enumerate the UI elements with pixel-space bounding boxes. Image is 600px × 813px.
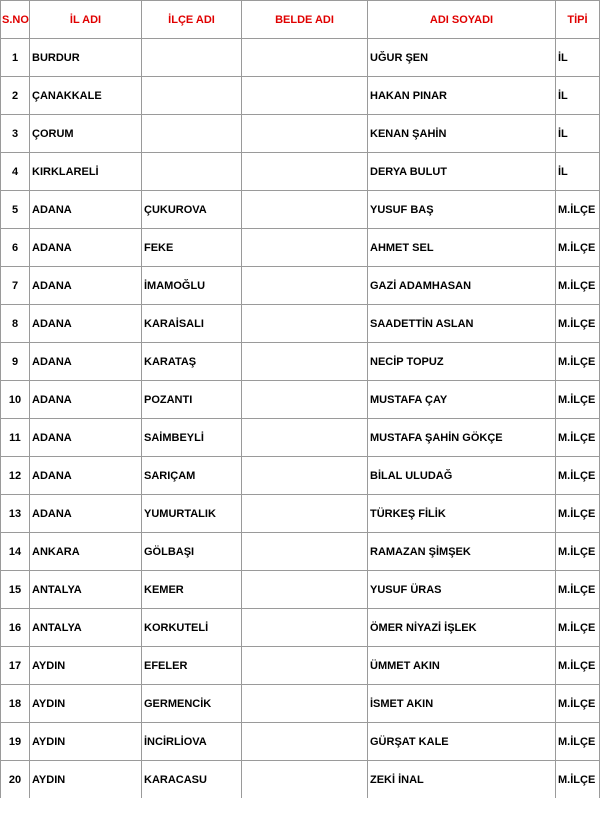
cell-adi-soyadi: MUSTAFA ŞAHİN GÖKÇE [368, 419, 556, 457]
cell-il-adi: AYDIN [30, 647, 142, 685]
cell-ilce-adi: KORKUTELİ [142, 609, 242, 647]
cell-il-adi: ADANA [30, 191, 142, 229]
table-row [0, 77, 600, 115]
cell-ilce-adi: YUMURTALIK [142, 495, 242, 533]
cell-tipi: M.İLÇE [556, 761, 600, 798]
cell-tipi: M.İLÇE [556, 381, 600, 419]
cell-adi-soyadi: DERYA BULUT [368, 153, 556, 191]
cell-adi-soyadi: ÖMER NİYAZİ İŞLEK [368, 609, 556, 647]
header-row [0, 0, 600, 39]
cell-sno: 13 [0, 495, 30, 533]
cell-belde-adi [242, 761, 368, 798]
cell-ilce-adi [142, 77, 242, 115]
cell-sno: 7 [0, 267, 30, 305]
cell-belde-adi [242, 153, 368, 191]
cell-belde-adi [242, 419, 368, 457]
table-row [0, 419, 600, 457]
cell-ilce-adi: EFELER [142, 647, 242, 685]
cell-sno: 4 [0, 153, 30, 191]
table-row [0, 609, 600, 647]
cell-tipi: M.İLÇE [556, 609, 600, 647]
header-belde-adi: BELDE ADI [242, 0, 368, 39]
cell-belde-adi [242, 229, 368, 267]
cell-tipi: M.İLÇE [556, 723, 600, 761]
cell-il-adi: ANTALYA [30, 609, 142, 647]
cell-ilce-adi [142, 153, 242, 191]
cell-adi-soyadi: İSMET AKIN [368, 685, 556, 723]
cell-il-adi: ADANA [30, 419, 142, 457]
cell-ilce-adi: KARAİSALI [142, 305, 242, 343]
cell-tipi: M.İLÇE [556, 191, 600, 229]
cell-ilce-adi: POZANTI [142, 381, 242, 419]
cell-adi-soyadi: KENAN ŞAHİN [368, 115, 556, 153]
cell-il-adi: ADANA [30, 305, 142, 343]
cell-tipi: M.İLÇE [556, 305, 600, 343]
cell-il-adi: ANKARA [30, 533, 142, 571]
table-row [0, 533, 600, 571]
cell-tipi: M.İLÇE [556, 457, 600, 495]
cell-il-adi: AYDIN [30, 685, 142, 723]
cell-tipi: İL [556, 115, 600, 153]
cell-sno: 19 [0, 723, 30, 761]
cell-il-adi: ANTALYA [30, 571, 142, 609]
cell-adi-soyadi: ZEKİ İNAL [368, 761, 556, 798]
cell-ilce-adi: İMAMOĞLU [142, 267, 242, 305]
cell-adi-soyadi: YUSUF ÜRAS [368, 571, 556, 609]
cell-sno: 17 [0, 647, 30, 685]
cell-adi-soyadi: RAMAZAN ŞİMŞEK [368, 533, 556, 571]
cell-sno: 5 [0, 191, 30, 229]
cell-sno: 12 [0, 457, 30, 495]
cell-tipi: M.İLÇE [556, 495, 600, 533]
cell-ilce-adi: ÇUKUROVA [142, 191, 242, 229]
table-row [0, 761, 600, 798]
table-row [0, 305, 600, 343]
cell-il-adi: ADANA [30, 343, 142, 381]
cell-tipi: M.İLÇE [556, 571, 600, 609]
cell-belde-adi [242, 533, 368, 571]
table-row [0, 457, 600, 495]
cell-adi-soyadi: AHMET SEL [368, 229, 556, 267]
table-header [0, 0, 600, 39]
cell-adi-soyadi: ÜMMET AKIN [368, 647, 556, 685]
cell-belde-adi [242, 39, 368, 77]
table-row [0, 685, 600, 723]
table-row [0, 153, 600, 191]
cell-adi-soyadi: UĞUR ŞEN [368, 39, 556, 77]
cell-il-adi: ÇANAKKALE [30, 77, 142, 115]
cell-ilce-adi: FEKE [142, 229, 242, 267]
cell-tipi: M.İLÇE [556, 647, 600, 685]
cell-sno: 1 [0, 39, 30, 77]
cell-belde-adi [242, 495, 368, 533]
cell-adi-soyadi: HAKAN PINAR [368, 77, 556, 115]
cell-tipi: M.İLÇE [556, 533, 600, 571]
cell-ilce-adi: KARATAŞ [142, 343, 242, 381]
cell-tipi: M.İLÇE [556, 267, 600, 305]
cell-il-adi: ADANA [30, 457, 142, 495]
cell-ilce-adi: İNCİRLİOVA [142, 723, 242, 761]
cell-belde-adi [242, 381, 368, 419]
header-adi-soyadi: ADI SOYADI [368, 0, 556, 39]
cell-sno: 15 [0, 571, 30, 609]
cell-belde-adi [242, 723, 368, 761]
cell-ilce-adi: KEMER [142, 571, 242, 609]
cell-ilce-adi: KARACASU [142, 761, 242, 798]
cell-adi-soyadi: GAZİ ADAMHASAN [368, 267, 556, 305]
table-row [0, 343, 600, 381]
cell-il-adi: KIRKLARELİ [30, 153, 142, 191]
table-row [0, 191, 600, 229]
table-row [0, 115, 600, 153]
cell-sno: 18 [0, 685, 30, 723]
cell-adi-soyadi: YUSUF BAŞ [368, 191, 556, 229]
header-tipi: TİPİ [556, 0, 600, 39]
cell-ilce-adi: SAİMBEYLİ [142, 419, 242, 457]
cell-tipi: M.İLÇE [556, 685, 600, 723]
table-row [0, 267, 600, 305]
cell-tipi: M.İLÇE [556, 229, 600, 267]
cell-adi-soyadi: MUSTAFA ÇAY [368, 381, 556, 419]
cell-tipi: M.İLÇE [556, 419, 600, 457]
cell-ilce-adi: GERMENCİK [142, 685, 242, 723]
table-row [0, 39, 600, 77]
cell-sno: 6 [0, 229, 30, 267]
table-row [0, 229, 600, 267]
cell-sno: 11 [0, 419, 30, 457]
table-row [0, 381, 600, 419]
cell-belde-adi [242, 115, 368, 153]
cell-tipi: M.İLÇE [556, 343, 600, 381]
header-il-adi: İL ADI [30, 0, 142, 39]
cell-il-adi: ÇORUM [30, 115, 142, 153]
cell-sno: 20 [0, 761, 30, 798]
cell-il-adi: ADANA [30, 267, 142, 305]
cell-ilce-adi [142, 115, 242, 153]
table-row [0, 495, 600, 533]
cell-il-adi: ADANA [30, 229, 142, 267]
cell-belde-adi [242, 305, 368, 343]
header-ilce-adi: İLÇE ADI [142, 0, 242, 39]
cell-belde-adi [242, 685, 368, 723]
cell-belde-adi [242, 647, 368, 685]
cell-il-adi: AYDIN [30, 761, 142, 798]
cell-belde-adi [242, 457, 368, 495]
cell-belde-adi [242, 571, 368, 609]
cell-sno: 2 [0, 77, 30, 115]
cell-adi-soyadi: SAADETTİN ASLAN [368, 305, 556, 343]
cell-sno: 14 [0, 533, 30, 571]
cell-adi-soyadi: GÜRŞAT KALE [368, 723, 556, 761]
header-sno: S.NO [0, 0, 30, 39]
cell-ilce-adi: GÖLBAŞI [142, 533, 242, 571]
cell-adi-soyadi: NECİP TOPUZ [368, 343, 556, 381]
table-row [0, 571, 600, 609]
table-row [0, 723, 600, 761]
cell-ilce-adi: SARIÇAM [142, 457, 242, 495]
cell-il-adi: ADANA [30, 381, 142, 419]
table-row [0, 647, 600, 685]
cell-il-adi: AYDIN [30, 723, 142, 761]
cell-adi-soyadi: BİLAL ULUDAĞ [368, 457, 556, 495]
cell-belde-adi [242, 609, 368, 647]
cell-belde-adi [242, 267, 368, 305]
cell-sno: 9 [0, 343, 30, 381]
cell-belde-adi [242, 191, 368, 229]
cell-tipi: İL [556, 77, 600, 115]
cell-belde-adi [242, 343, 368, 381]
cell-sno: 3 [0, 115, 30, 153]
cell-belde-adi [242, 77, 368, 115]
cell-sno: 8 [0, 305, 30, 343]
cell-ilce-adi [142, 39, 242, 77]
cell-sno: 16 [0, 609, 30, 647]
cell-sno: 10 [0, 381, 30, 419]
cell-tipi: İL [556, 153, 600, 191]
cell-tipi: İL [556, 39, 600, 77]
cell-il-adi: ADANA [30, 495, 142, 533]
cell-adi-soyadi: TÜRKEŞ FİLİK [368, 495, 556, 533]
table-body [0, 39, 600, 798]
cell-il-adi: BURDUR [30, 39, 142, 77]
